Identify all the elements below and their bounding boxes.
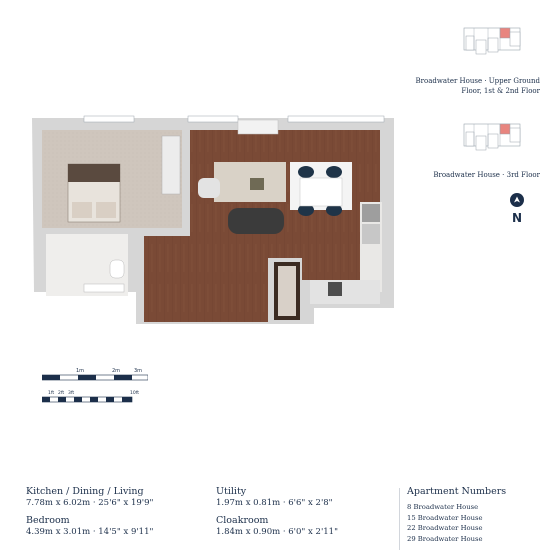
apartment-numbers bbox=[407, 486, 537, 544]
room-name: Kitchen / Dining / Living bbox=[26, 486, 144, 497]
keyplan-label-line: Broadwater House · 3rd Floor bbox=[433, 171, 540, 179]
scale-label: 1m bbox=[76, 368, 85, 374]
apartment-number: 22 Broadwater House bbox=[407, 524, 483, 532]
room-name: Cloakroom bbox=[216, 515, 269, 526]
scale-label: 1ft bbox=[48, 391, 55, 396]
keyplan-upper-floors-label bbox=[400, 76, 540, 96]
room-dimensions-column-1 bbox=[26, 486, 206, 544]
scale-imperial-bar bbox=[42, 397, 132, 402]
scale-bar bbox=[42, 365, 148, 407]
keyplan-label-line: Floor, 1st & 2nd Floor bbox=[461, 87, 540, 95]
scale-label: 3m bbox=[134, 368, 143, 374]
apartment-number: 15 Broadwater House bbox=[407, 513, 483, 522]
floor-plan-drawing bbox=[28, 112, 400, 336]
apartment-number: 8 Broadwater House bbox=[407, 503, 479, 511]
room-dimensions: 1.97m x 0.81m · 6'6" x 2'8" bbox=[216, 498, 333, 508]
room-name: Bedroom bbox=[26, 515, 70, 526]
scale-label: 10ft bbox=[130, 391, 139, 396]
compass-icon bbox=[510, 193, 524, 207]
room-dimensions: 4.39m x 3.01m · 14'5" x 9'11" bbox=[26, 527, 154, 537]
room-dimensions: 7.78m x 6.02m · 25'6" x 19'9" bbox=[26, 498, 154, 508]
keyplan-upper-floors-icon bbox=[462, 22, 522, 62]
room-dimensions: 1.84m x 0.90m · 6'0" x 2'11" bbox=[216, 527, 339, 537]
scale-label: 3ft bbox=[68, 391, 75, 396]
keyplan-third-floor-label bbox=[400, 170, 540, 180]
apartment-number: 29 Broadwater House bbox=[407, 534, 483, 543]
room-dimensions-column-2 bbox=[216, 486, 386, 544]
north-label: N bbox=[511, 211, 523, 225]
room-name: Utility bbox=[216, 486, 247, 497]
scale-metric-bar bbox=[42, 375, 148, 380]
keyplan-third-floor-icon bbox=[462, 118, 522, 158]
scale-label: 2m bbox=[112, 368, 121, 374]
north-arrow bbox=[506, 192, 528, 226]
keyplan-label-line: Broadwater House · Upper Ground bbox=[415, 77, 540, 85]
column-divider bbox=[399, 488, 400, 550]
apartment-numbers-title: Apartment Numbers bbox=[407, 486, 507, 497]
scale-label: 2ft bbox=[58, 391, 65, 396]
